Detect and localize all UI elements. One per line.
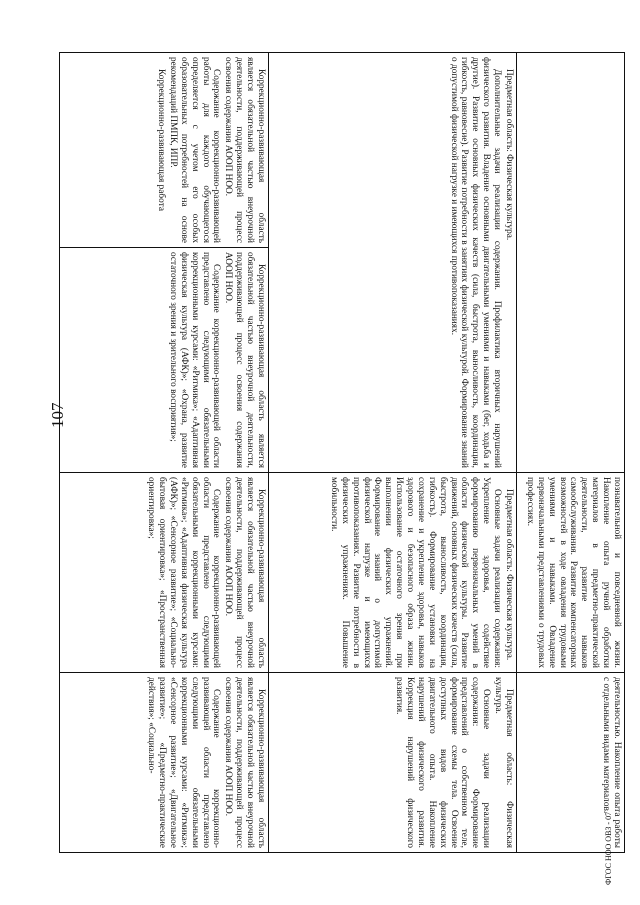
- table-cell: [60, 53, 269, 248]
- table-row: [60, 53, 269, 853]
- cell-text: Содержание коррекционно-развивающей области представлено следующими обязательными коррекционными курсами: «Ритмика»; «Адаптивная физическая культура (АФК)»; «Охрана, развитие остаточного зрения и зрительного восприятия»;: [168, 252, 222, 468]
- standards-table: [59, 52, 625, 853]
- cell-text: Коррекционно-развивающая область является обязательной частью внеурочной деятельности, поддерживающей процесс освоения содержания АООП НОО.: [223, 57, 266, 243]
- cell-text: Основные задачи реализации содержания: Укрепление здоровья, содействие формированию первоначальных умений в области физической культуры. Развитие движений, основных физических качеств (сила, быстрота, выносливость, координация, гибкость). Формирование установки на сохранение и укрепление здоровья, навыков здорового и безопасного образа жизни. Использование остаточного зрения при выполнении физических упражнений. Формирование знаний о допустимой физической нагрузке и имеющихся противопоказаниях. Развитие потребности в физических упражнениях. Повышение мобильности.: [329, 477, 503, 668]
- table-cell: [517, 473, 625, 673]
- cell-text: познавательной и повседневной жизни. Накопление опыта ручной обработки материалов в предметно-практической деятельности, развитие навыков самообслуживания. Развитие компенсаторных возможностей в ходе овладения трудовыми умениями и навыками. Овладение первоначальными представлениями о трудовых профессиях.: [525, 477, 622, 668]
- cell-text: Дополнительные задачи реализации содержания. Профилактика вторичных нарушений физического развития. Владение основными двигательными умениями и навыками (бег, ходьба и другие). Развитие основных физических качеств (сила, быстрота, выносливость, координация, гибкость, равновесие). Развитие потребности в занятиях физической культурой. Формирование знаний о допустимой физической нагрузке и имеющихся противопоказаниях.: [448, 57, 503, 468]
- table-cell: [269, 473, 517, 673]
- cell-title: Предметная область: Физическая культура.: [504, 489, 514, 661]
- table-cell: [60, 473, 269, 673]
- cell-text: Коррекционно-развивающая область является обязательной частью внеурочной деятельности, поддерживающей процесс освоения содержания АООП НОО.: [223, 477, 266, 668]
- cell-title: Предметная область: Физическая культура.: [504, 69, 514, 241]
- table-cell-empty: [517, 53, 625, 473]
- document-code: ФГОС НОО ОВЗ - 07: [604, 811, 613, 885]
- table-row: [517, 53, 625, 853]
- table-row: [269, 53, 517, 853]
- cell-text: Основные задачи реализации содержания: Формирование представлений о собственном теле, формирование схемы тела. Освоение доступных видов физических двигательного опыта. Накопление нарушений физического развития. Коррекция нарушений физического развития.: [394, 677, 492, 848]
- table-cell: [269, 673, 517, 853]
- cell-text: Коррекционно-развивающая работа: [156, 69, 167, 211]
- cell-text: Содержание коррекционно-развивающей области представлено следующими обязательными коррекционными курсами: «Ритмика»; «Сенсорное развитие»; «Двигательное развитие»; «Предметно-практические действия»; «Социально-: [146, 677, 222, 848]
- table-cell: [60, 248, 269, 473]
- page-number: 107: [48, 402, 67, 428]
- cell-text: Содержание коррекционно-развивающей работы для каждого обучающегося определяется с учетом его особых образовательных потребностей на основе рекомендаций ПМПК, ИПР.: [168, 57, 222, 243]
- cell-text: Коррекционно-развивающая область является обязательной частью внеурочной деятельности, поддерживающей процесс освоения содержания АООП НОО.: [223, 677, 266, 848]
- table-cell: [269, 53, 517, 473]
- cell-text: деятельностью. Накопление опыта работы с отдельными видами материалов.: [601, 677, 622, 848]
- cell-text: Содержание коррекционно-развивающей области представлено следующими обязательными коррекционными курсами: «Ритмика»; «Адаптивная физическая культура (АФК)»; «Сенсорное развитие»; «Социально-бытовая ориентировка»; «Пространственная ориентировка»;: [146, 477, 222, 668]
- table-cell: [60, 673, 269, 853]
- rotated-table-container: [60, 52, 625, 852]
- cell-title: Предметная область: Физическая культура.: [493, 677, 514, 848]
- cell-text: Коррекционно-развивающая область является обязательной частью внеурочной деятельности, поддерживающей процесс освоения содержания АООП НОО.: [223, 252, 266, 468]
